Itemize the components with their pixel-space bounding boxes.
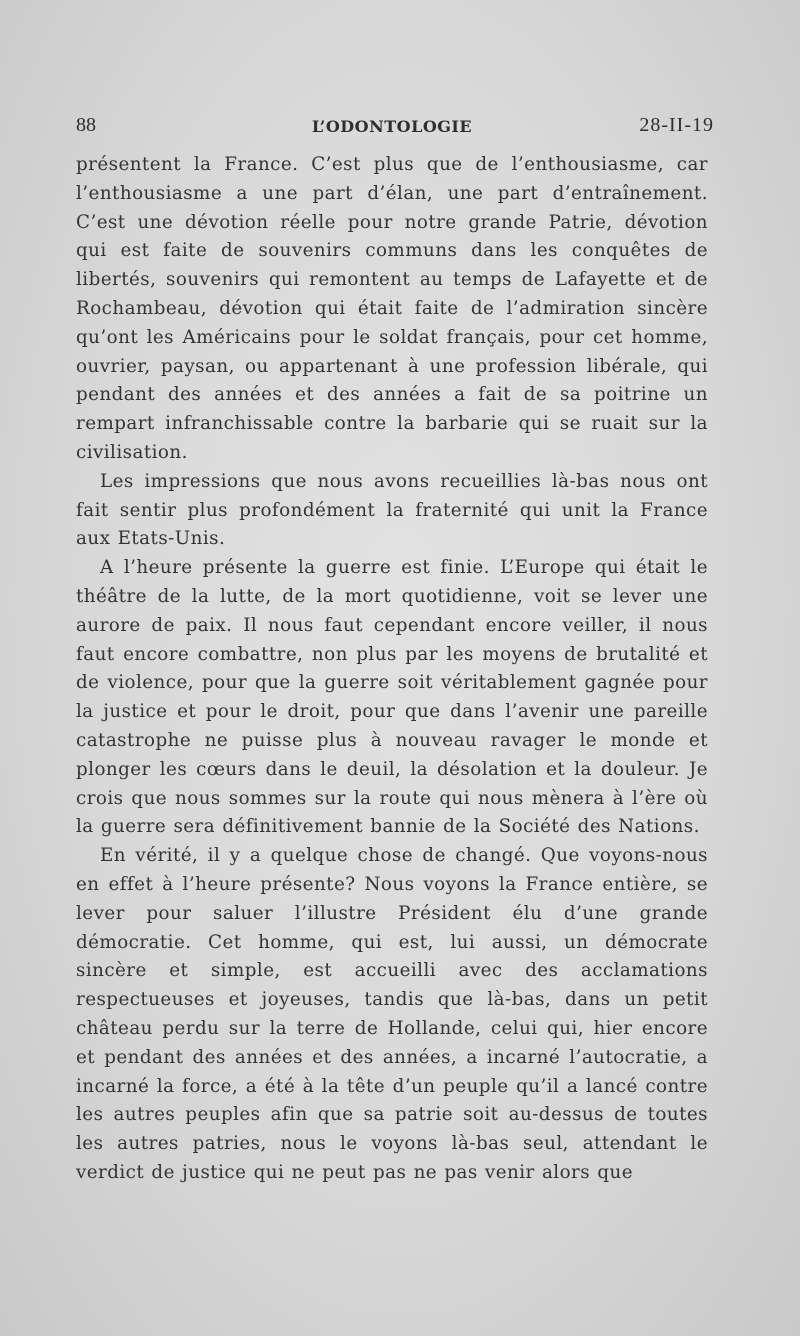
page-header — [76, 114, 714, 144]
paragraph: A l’heure présente la guerre est finie. L’Europe qui était le théâtre de la lutte, de la mort quotidienne, voit se lever une aurore de paix. Il nous faut cependant encore veiller, il nous faut encore combattre, non plus par les moyens de brutalité et de violence, pour que la guerre soit véritablement gagnée pour la justice et pour le droit, pour que dans l’avenir une pareille catastrophe ne puisse plus à nouveau ravager le monde et plonger les cœurs dans le deuil, la désolation et la douleur. Je crois que nous sommes sur la route qui nous mènera à l’ère où la guerre sera définitivement bannie de la Société des Nations. — [76, 557, 708, 838]
paragraph: En vérité, il y a quelque chose de changé. Que voyons-nous en effet à l’heure présente? Nous voyons la France entière, se lever pour saluer l’illustre Président élu d’une grande démocratie. Cet homme, qui est, lui aussi, un démocrate sincère et simple, est accueilli avec des acclamations respectueuses et joyeuses, tandis que là-bas, dans un petit château perdu sur la terre de Hollande, celui qui, hier encore et pendant des années et des années, a incarné l’autocratie, a incarné la force, a été à la tête d’un peuple qu’il a lancé contre les autres peuples afin que sa patrie soit au-dessus de toutes les autres patries, nous le voyons là-bas seul, attendant le verdict de justice qui ne peut pas ne pas venir alors que — [76, 845, 708, 1183]
page-body — [76, 151, 708, 1188]
paragraph: Les impressions que nous avons recueillies là-bas nous ont fait sentir plus profondément la fraternité qui unit la France aux Etats-Unis. — [76, 470, 708, 550]
running-title: L’ODONTOLOGIE — [311, 117, 473, 136]
paragraph-continued: présentent la France. C’est plus que de l’enthousiasme, car l’enthousiasme a une part d’élan, une part d’entraînement. C’est une dévotion réelle pour notre grande Patrie, dévotion qui est faite de souvenirs communs dans les conquêtes de libertés, souvenirs qui remontent au temps de Lafayette et de Rochambeau, dévotion qui était faite de l’admiration sincère qu’ont les Américains pour le soldat français, pour cet homme, ouvrier, paysan, ou appartenant à une profession libérale, qui pendant des années et des années a fait de sa poitrine un rempart infranchissable contre la barbarie qui se ruait sur la civilisation. — [76, 154, 708, 463]
page-number: 88 — [76, 114, 96, 136]
issue-date: 28-II-19 — [639, 114, 714, 136]
